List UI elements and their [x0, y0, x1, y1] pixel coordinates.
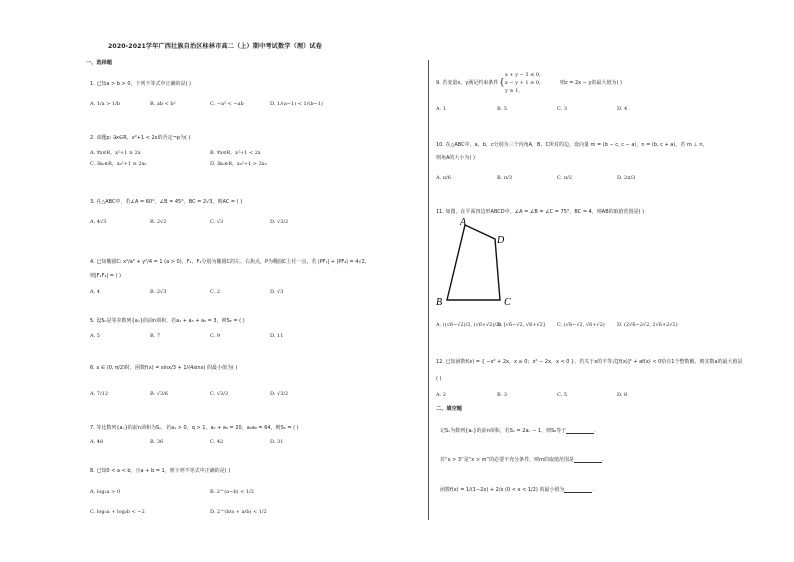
- q4-option-d: D. √3: [270, 289, 284, 295]
- page-title: 2020-2021学年广西壮族自治区桂林市高二（上）期中考试数学（理）试卷: [108, 43, 322, 50]
- q2-option-b: B. ∀x∈R，x²+1 < 2x: [210, 150, 261, 156]
- q3-option-a: A. 4√3: [90, 219, 107, 225]
- q2-option-d: D. ∃x₀∈R，x₀²+1 > 2x₀: [210, 161, 267, 167]
- q10-stem: 10. 在△ABC中，a，b，c分别为三个内角A，B，C所对的边，设向量 m = (b − c, c − a)，n = (b, c + a)，若 m ⊥ n，: [436, 142, 708, 148]
- fill-q2-text: 若“x > 3”是“x > m”的必要不充分条件，则m的取值范围是: [440, 457, 574, 463]
- q9-constraint-1: x + y − 3 ≤ 0,: [505, 72, 541, 78]
- q1-option-a: A. 1/a > 1/b: [90, 101, 121, 107]
- q5-stem: 5. 设Sₙ是等差数列{aₙ}的前n项和，若a₁ + a₃ + a₅ = 3，则S₅ = ( ): [90, 318, 245, 324]
- q9-option-a: A. 1: [436, 106, 446, 112]
- column-divider: [428, 60, 429, 520]
- q8-option-d: D. 2^(b/a + a/b) < 1/2: [210, 509, 267, 515]
- vertex-label-c: C: [504, 297, 511, 308]
- fill-q3-text: 函数f(x) = 1/(1−2x) + 2/x (0 < x < 1/2) 的最小值为: [440, 487, 565, 493]
- q12-option-d: D. 8: [617, 392, 628, 398]
- q6-option-b: B. √3/6: [150, 391, 169, 397]
- quadrilateral-figure: [432, 214, 522, 314]
- section-heading-choice: 一、选择题: [86, 60, 112, 66]
- q6-stem: 6. x ∈ (0, π/2)时，函数f(x) = sinx/3 + 1/(4sinx) 的最小值为( ): [90, 365, 238, 371]
- section-heading-fill: 二、填空题: [436, 406, 462, 412]
- q1-option-d: D. 1/(a−1) < 1/(b−1): [270, 101, 323, 107]
- q11-option-c: C. (√6−√2, √6+√2): [557, 322, 605, 328]
- q8-option-a: A. log₂a > 0: [90, 489, 121, 495]
- q12-stem-cont: ( ): [436, 376, 442, 382]
- fill-q3: 函数f(x) = 1/(1−2x) + 2/x (0 < x < 1/2) 的最小值为 .: [440, 487, 595, 493]
- q6-option-a: A. 7/12: [90, 391, 109, 397]
- q10-option-c: C. π/2: [557, 175, 572, 181]
- q7-option-c: C. 42: [210, 439, 224, 445]
- q9-constraint-3: y ≥ 1,: [505, 88, 520, 94]
- q9-option-c: C. 3: [557, 106, 568, 112]
- q5-option-a: A. 5: [90, 333, 100, 339]
- q9-option-b: B. 5: [497, 106, 508, 112]
- q6-option-c: C. √3/3: [210, 391, 229, 397]
- q12-stem: 12. 已知函数f(x) = { −x² + 2x，x ≥ 0；x² − 2x，x < 0 }，若关于x的不等式[f(x)]² + af(x) < 0恰有1个整数解，则实数a的最大值是: [436, 359, 743, 365]
- vertex-label-b: B: [436, 297, 443, 308]
- q4-option-a: A. 4: [90, 289, 100, 295]
- q9-option-d: D. 4: [617, 106, 628, 112]
- q4-option-c: C. 2: [210, 289, 221, 295]
- q12-option-a: A. 2: [436, 392, 446, 398]
- q5-option-c: C. 9: [210, 333, 221, 339]
- q11-option-a: A. ((√6−√2)/2, (√6+√2)/2): [436, 322, 502, 328]
- q2-stem: 2. 命题p: ∃x∈R，x²+1 < 2x的否定¬p为( ): [90, 135, 191, 141]
- q7-option-d: D. 31: [270, 439, 284, 445]
- q7-option-b: B. 36: [150, 439, 164, 445]
- fill-q1-blank: [566, 428, 594, 434]
- fill-q1-text: 记Sₙ为数列{aₙ}的前n项和，若Sₙ = 2aₙ − 1，则S₆等于: [440, 428, 567, 434]
- q10-option-b: B. π/3: [497, 175, 513, 181]
- fill-q2: 若“x > 3”是“x > m”的必要不充分条件，则m的取值范围是 .: [440, 457, 604, 463]
- q5-option-d: D. 11: [270, 333, 284, 339]
- q9-constraint-2: x − y + 1 ≥ 0,: [505, 80, 541, 86]
- q10-option-d: D. 2π/3: [617, 175, 636, 181]
- q7-option-a: A. 48: [90, 439, 104, 445]
- vertex-label-d: D: [497, 235, 505, 246]
- q6-option-d: D. √3/2: [270, 391, 289, 397]
- q3-option-b: B. 2√2: [150, 219, 167, 225]
- quadrilateral-abcd: [447, 225, 500, 300]
- q9-brace: {: [499, 78, 505, 88]
- q8-option-b: B. 2^(a−b) < 1/2: [210, 489, 254, 495]
- q9-stem: 9. 若变量x，y满足约束条件: [436, 80, 499, 86]
- q1-option-c: C. −a² < −ab: [210, 101, 244, 107]
- q4-stem-cont: 则|F₁F₂| = ( ): [90, 273, 121, 279]
- q5-option-b: B. 7: [150, 333, 161, 339]
- q12-option-c: C. 5: [557, 392, 568, 398]
- q1-stem: 1. 已知a > b > 0，下列不等式中正确的是( ): [90, 81, 192, 87]
- q3-option-d: D. √3/2: [270, 219, 289, 225]
- q2-option-a: A. ∀x∈R，x²+1 ≥ 2x: [90, 150, 141, 156]
- q9-stem-tail: 则z = 2x − y的最大值为( ): [560, 80, 622, 86]
- q12-option-b: B. 3: [497, 392, 508, 398]
- q3-stem: 3. 在△ABC中，若∠A = 60°，∠B = 45°，BC = 2√3，则AC = ( ): [90, 199, 243, 205]
- q8-stem: 8. 已知0 < a < b，且a + b = 1，则下列不等式中正确的是( ): [90, 468, 231, 474]
- q11-stem: 11. 如图，在平面四边形ABCD中，∠A = ∠B = ∠C = 75°，BC = 4，则AB的取值范围是( ): [436, 209, 645, 215]
- q3-option-c: C. √3: [210, 219, 224, 225]
- q7-stem: 7. 等比数列{aₙ}的前n项和为Sₙ，若a₁ > 0，q > 1，a₃ + a₅ = 20，a₂a₆ = 64，则S₅ = ( ): [90, 425, 299, 431]
- fill-q1: 记Sₙ为数列{aₙ}的前n项和，若Sₙ = 2aₙ − 1，则S₆等于 .: [440, 428, 596, 434]
- q4-stem: 4. 已知椭圆C: x²/a² + y²/4 = 1 (a > 0)，F₁，F₂分别为椭圆C的左、右焦点，P为椭圆C上任一点，若 |PF₁| + |PF₂| = 4√2,: [90, 259, 367, 265]
- fill-q3-blank: [564, 487, 592, 493]
- q4-option-b: B. 2√3: [150, 289, 167, 295]
- q10-option-a: A. π/6: [436, 175, 451, 181]
- q10-stem-cont: 则角A的大小为( ): [436, 155, 475, 161]
- fill-q2-blank: [574, 457, 602, 463]
- q11-option-b: B. [√6−√2, √6+√2]: [497, 322, 545, 328]
- q2-option-c: C. ∃x₀∈R，x₀²+1 ≥ 2x₀: [90, 161, 147, 167]
- q1-option-b: B. ab < b²: [150, 101, 176, 107]
- q8-option-c: C. log₂a + log₂b < −2: [90, 509, 145, 515]
- q11-option-d: D. (2√6−2√2, 2√6+2√2): [617, 322, 678, 328]
- vertex-label-a: A: [460, 217, 467, 228]
